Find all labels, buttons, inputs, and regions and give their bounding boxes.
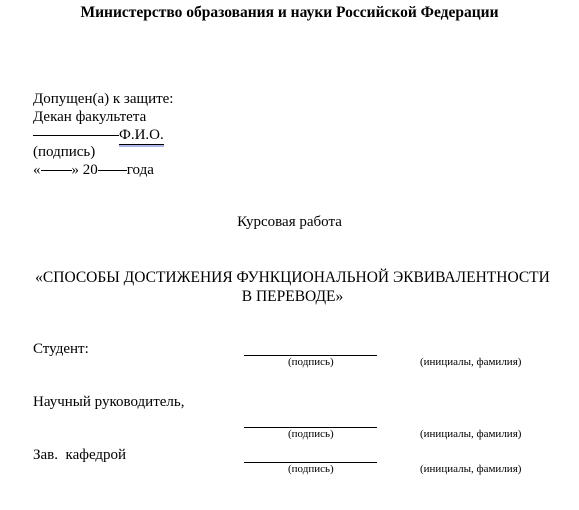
dean-signature-blank[interactable] xyxy=(33,135,119,136)
admission-date-row xyxy=(33,161,154,179)
date-suffix: года xyxy=(126,162,154,178)
head-name-hint: (инициалы, фамилия) xyxy=(420,463,522,475)
student-name-hint: (инициалы, фамилия) xyxy=(420,356,522,368)
ministry-heading: Министерство образования и науки Российской Федерации xyxy=(80,4,499,21)
date-close-quote: » 20 xyxy=(71,162,98,178)
work-topic: «СПОСОБЫ ДОСТИЖЕНИЯ ФУНКЦИОНАЛЬНОЙ ЭКВИВАЛЕНТНОСТИ В ПЕРЕВОДЕ» xyxy=(35,269,550,305)
dean-signature-hint: (подпись) xyxy=(33,144,96,160)
date-open-quote: « xyxy=(33,162,41,178)
supervisor-name-hint: (инициалы, фамилия) xyxy=(420,428,522,440)
student-label: Студент: xyxy=(33,341,89,357)
dean-name: Ф.И.О. xyxy=(119,127,164,143)
date-year-blank[interactable] xyxy=(98,170,127,171)
student-sign-hint: (подпись) xyxy=(288,356,334,368)
head-of-department-label: Зав. кафедрой xyxy=(33,447,127,463)
work-type: Курсовая работа xyxy=(237,214,342,230)
supervisor-label: Научный руководитель, xyxy=(33,394,185,410)
date-day-blank[interactable] xyxy=(41,170,72,171)
supervisor-sign-hint: (подпись) xyxy=(288,428,334,440)
dean-title: Декан факультета xyxy=(33,109,147,125)
head-sign-hint: (подпись) xyxy=(288,463,334,475)
admission-label: Допущен(а) к защите: xyxy=(33,91,174,107)
